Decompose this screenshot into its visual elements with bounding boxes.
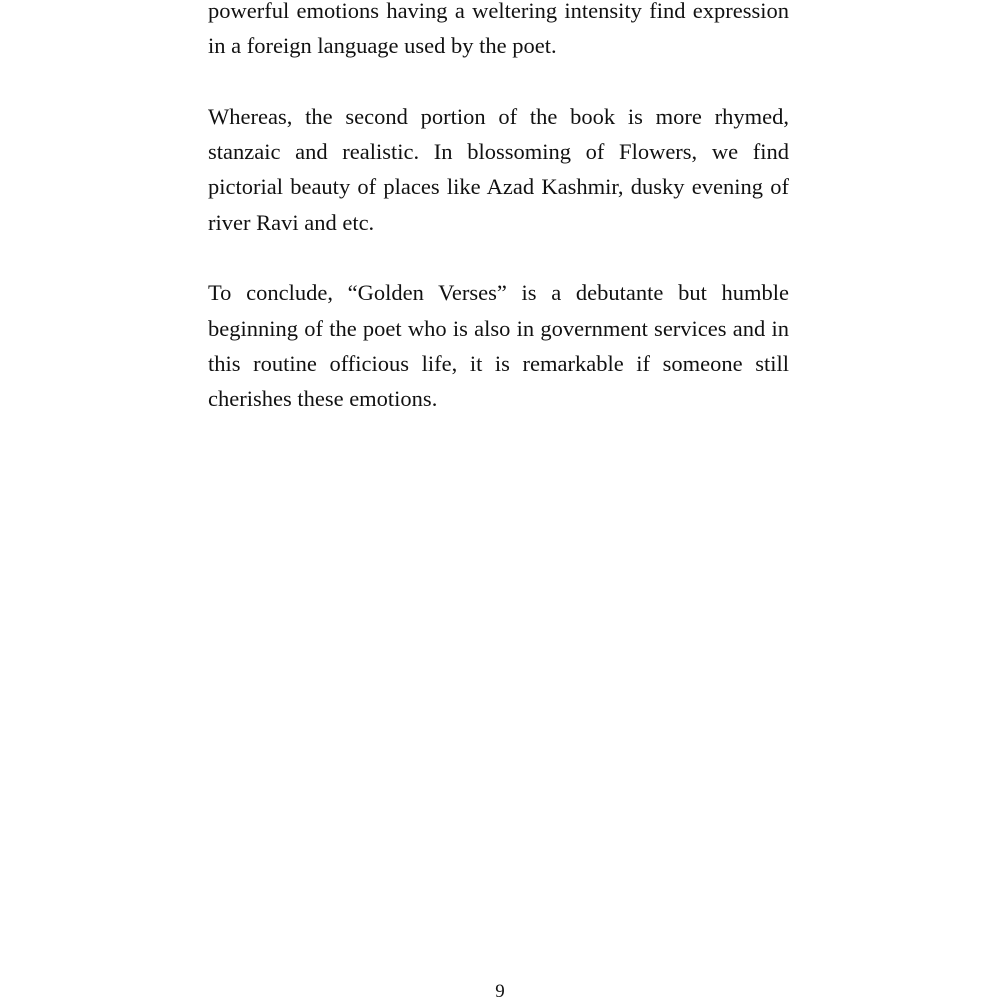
paragraph-conclusion: To conclude, “Golden Verses” is a debutante but humble beginning of the poet who is also in government services and in this routine officious life, it is remarkable if someone still cherishes these emotions. bbox=[208, 280, 789, 412]
body-text bbox=[208, 0, 789, 417]
paragraph-second-portion: Whereas, the second portion of the book is more rhymed, stanzaic and realistic. In blossoming of Flowers, we find pictorial beauty of places like Azad Kashmir, dusky evening of river Ravi and etc. bbox=[208, 103, 789, 235]
paragraph-continued: powerful emotions having a weltering intensity find expression in a foreign language used by the poet. bbox=[208, 0, 789, 59]
page-number: 9 bbox=[495, 981, 505, 1002]
